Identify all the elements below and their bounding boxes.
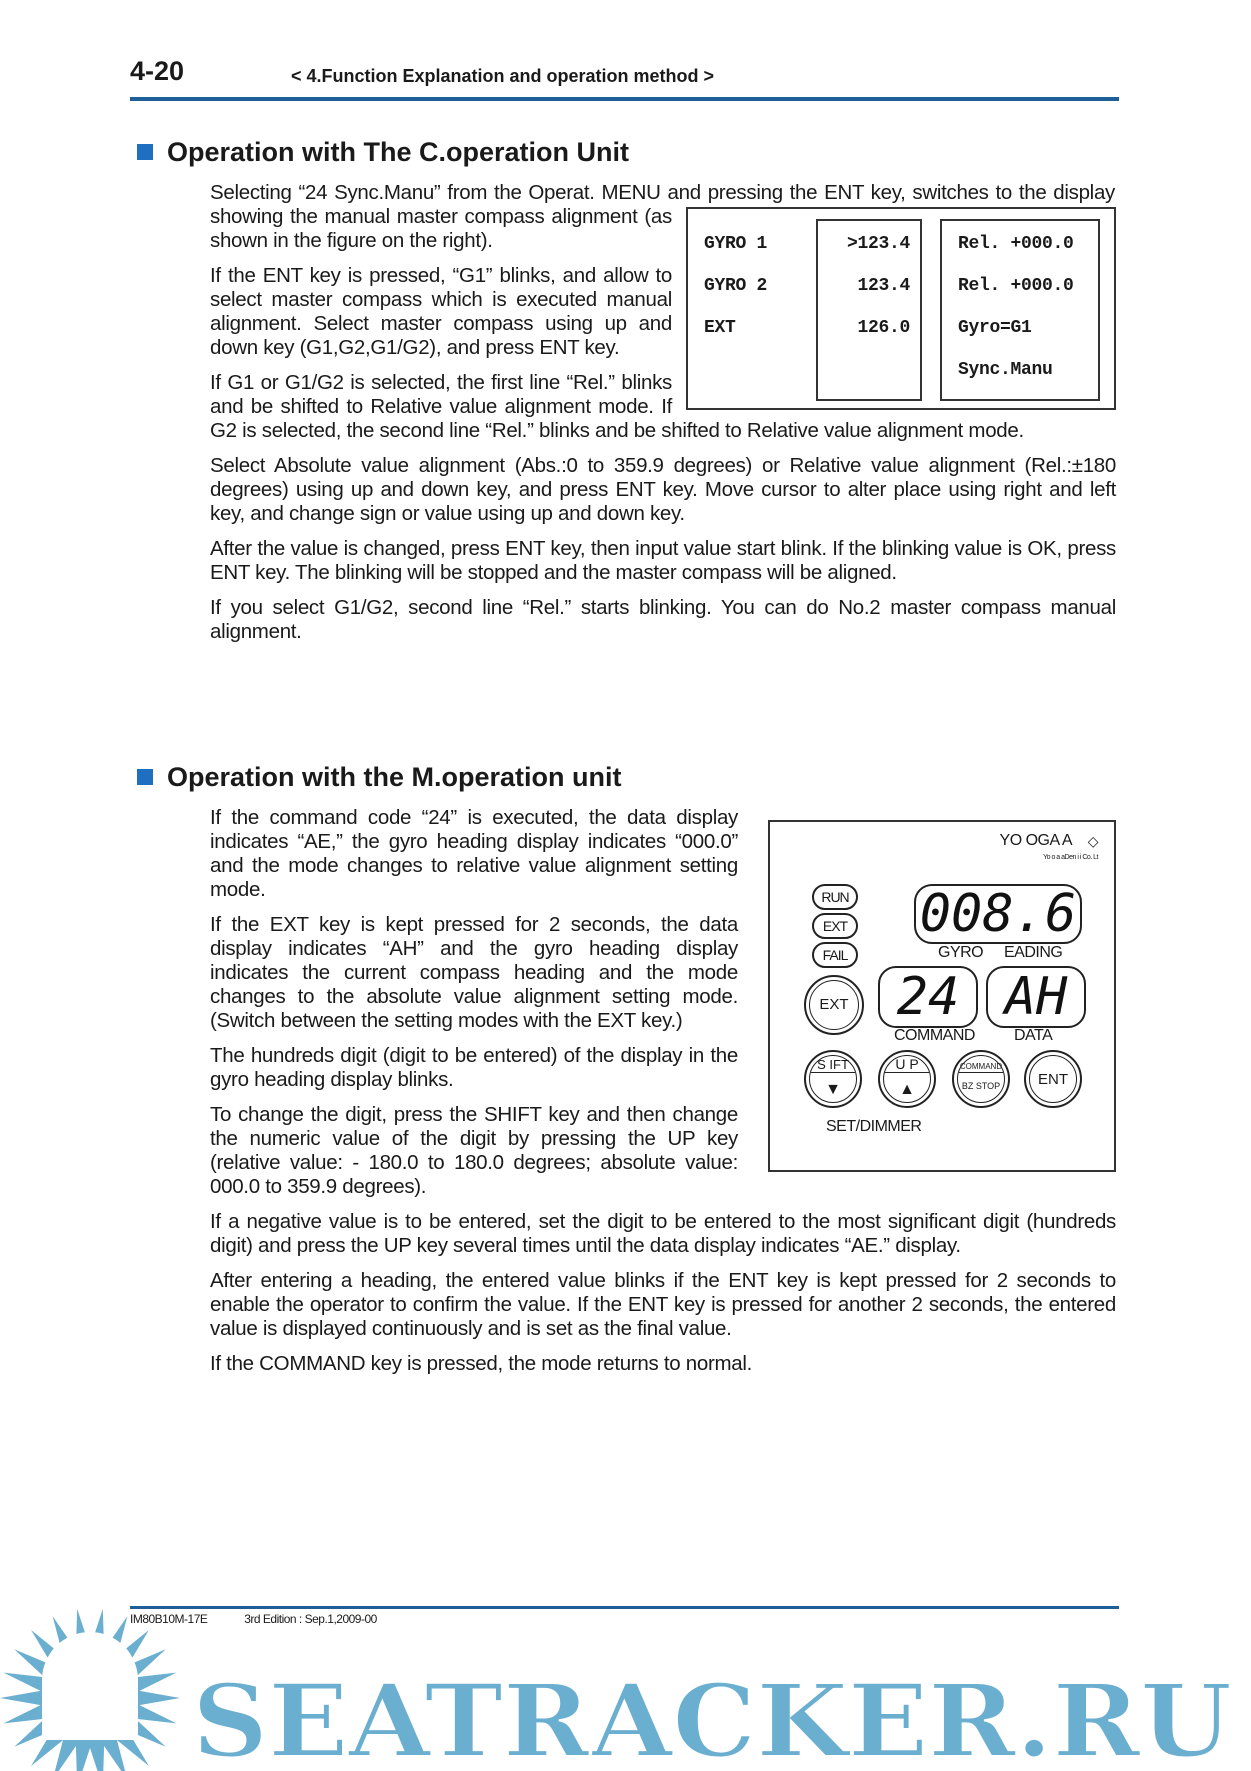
edition-info: 3rd Edition : Sep.1,2009-00 [244, 1612, 377, 1626]
section-heading-m-operation [137, 759, 1251, 795]
display-status: Rel. +000.0 [958, 234, 1074, 254]
page-number: 4-20 [130, 56, 185, 86]
data-display: AH [986, 966, 1086, 1028]
section1-body [210, 181, 1116, 759]
watermark-text: SEATRACKER.RU [192, 1662, 1232, 1771]
paragraph: To change the digit, press the SHIFT key and then change the numeric value of the digit by pressing the UP key (relative value: - 180.0 to 180.0 degrees; absolute value: 000.0 to 359.9 degrees). [210, 1103, 738, 1198]
sunburst-icon [0, 1609, 180, 1771]
paragraph: If you select G1/G2, second line “Rel.” starts blinking. You can do No.2 master compass manual alignment. [210, 596, 1116, 643]
command-label: COMMAND [894, 1027, 975, 1044]
footer [130, 1612, 377, 1626]
paragraph: Select Absolute value alignment (Abs.:0 to 359.9 degrees) or Relative value alignment (Rel.:±180 degrees) using up and down key, and press ENT key. Move cursor to alter place using right and left key, and change sign or value using up and down key. [210, 454, 1116, 525]
run-lamp: RUN [812, 884, 858, 910]
watermark-logo [0, 1580, 1251, 1771]
set-dimmer-label: SET/DIMMER [826, 1118, 922, 1135]
paragraph: If G1 or G1/G2 is selected, the first line “Rel.” blinks and be shifted to Relative value alignment mode. If G2 is selected, the second line “Rel.” blinks and be shifted to Relative value alignment mode. [210, 371, 1024, 442]
document-id: IM80B10M-17E [130, 1612, 208, 1626]
chapter-title: < 4.Function Explanation and operation method > [291, 66, 715, 86]
gyro-heading-display: 008.6 [914, 884, 1082, 944]
paragraph: Selecting “24 Sync.Manu” from the Operat. MENU and pressing the ENT key, switches to the display showing the manual master compass alignment (as shown in the figure on the right). [210, 181, 1115, 252]
display-value: >123.4 [846, 234, 910, 254]
paragraph: The hundreds digit (digit to be entered) of the display in the gyro heading display blinks. [210, 1044, 738, 1091]
ext-key[interactable] [804, 975, 864, 1035]
display-label: GYRO 1 [704, 234, 768, 254]
display-status: Rel. +000.0 [958, 276, 1074, 296]
fail-lamp: FAIL [812, 942, 858, 968]
shift-down-key[interactable] [804, 1050, 862, 1108]
section-title: Operation with The C.operation Unit [167, 136, 629, 167]
display-status: Gyro=G1 [958, 318, 1032, 338]
ent-key-label: ENT [1038, 1071, 1068, 1088]
paragraph: If the command code “24” is executed, the data display indicates “AE,” the gyro heading display indicates “000.0” and the mode changes to relative value alignment setting mode. [210, 806, 738, 901]
header-rule [130, 97, 1119, 101]
display-value: 126.0 [857, 318, 910, 338]
brand-subtitle: Yo o a aDen i i Co. Lt [1043, 854, 1098, 861]
display-status: Sync.Manu [958, 360, 1053, 380]
section-heading-c-operation [137, 134, 1251, 170]
ent-key[interactable] [1024, 1050, 1082, 1108]
paragraph: After the value is changed, press ENT key, then input value start blink. If the blinking value is OK, press ENT key. The blinking will be stopped and the master compass will be aligned. [210, 537, 1116, 584]
ext-key-label: EXT [819, 996, 849, 1013]
up-triangle-icon: ▲ [899, 1081, 915, 1098]
paragraph: If a negative value is to be entered, set the digit to be entered to the most significant digit (hundreds digit) and press the UP key several times until the data display indicates “AE.” display. [210, 1210, 1116, 1257]
command-display: 24 [878, 966, 978, 1028]
content-flow [0, 134, 1251, 1387]
data-label: DATA [1014, 1027, 1053, 1044]
gyro-heading-label: EADING [1004, 944, 1063, 961]
m-operation-unit-panel [768, 820, 1116, 1172]
command-key-label: COMMAND [959, 1062, 1003, 1071]
ext-lamp: EXT [812, 913, 858, 939]
up-key[interactable] [878, 1050, 936, 1108]
display-value: 123.4 [857, 276, 910, 296]
brand-logo: YO OGA A [999, 832, 1072, 849]
display-label: EXT [704, 318, 736, 338]
shift-key-label: S IFT [811, 1058, 855, 1073]
command-bz-stop-key[interactable] [952, 1050, 1010, 1108]
diamond-icon: ◇ [1087, 833, 1098, 849]
up-key-label: U P [885, 1057, 929, 1073]
bullet-square-icon [137, 769, 153, 785]
bullet-square-icon [137, 144, 153, 160]
display-label: GYRO 2 [704, 276, 768, 296]
status-box [940, 219, 1100, 401]
values-box [816, 219, 922, 401]
sync-manu-display-figure [686, 207, 1116, 410]
section2-body [210, 806, 1116, 1387]
paragraph: After entering a heading, the entered value blinks if the ENT key is kept pressed for 2 seconds to enable the operator to confirm the value. If the ENT key is pressed for another 2 seconds, the entered value is displayed continuously and is set as the final value. [210, 1269, 1116, 1340]
gyro-heading-label: GYRO [938, 944, 984, 961]
down-triangle-icon: ▼ [825, 1081, 841, 1098]
section-title: Operation with the M.operation unit [167, 761, 622, 792]
paragraph: If the COMMAND key is pressed, the mode returns to normal. [210, 1352, 752, 1375]
paragraph: If the ENT key is pressed, “G1” blinks, and allow to select master compass which is executed manual alignment. Select master compass using up and down key (G1,G2,G1/G2), and press ENT key. [210, 264, 672, 359]
bz-stop-key-label: BZ STOP [961, 1081, 1001, 1091]
paragraph: If the EXT key is kept pressed for 2 seconds, the data display indicates “AH” and the gyro heading display indicates the current compass heading and the mode changes to the absolute value alignment setting mode. (Switch between the setting modes with the EXT key.) [210, 913, 738, 1032]
